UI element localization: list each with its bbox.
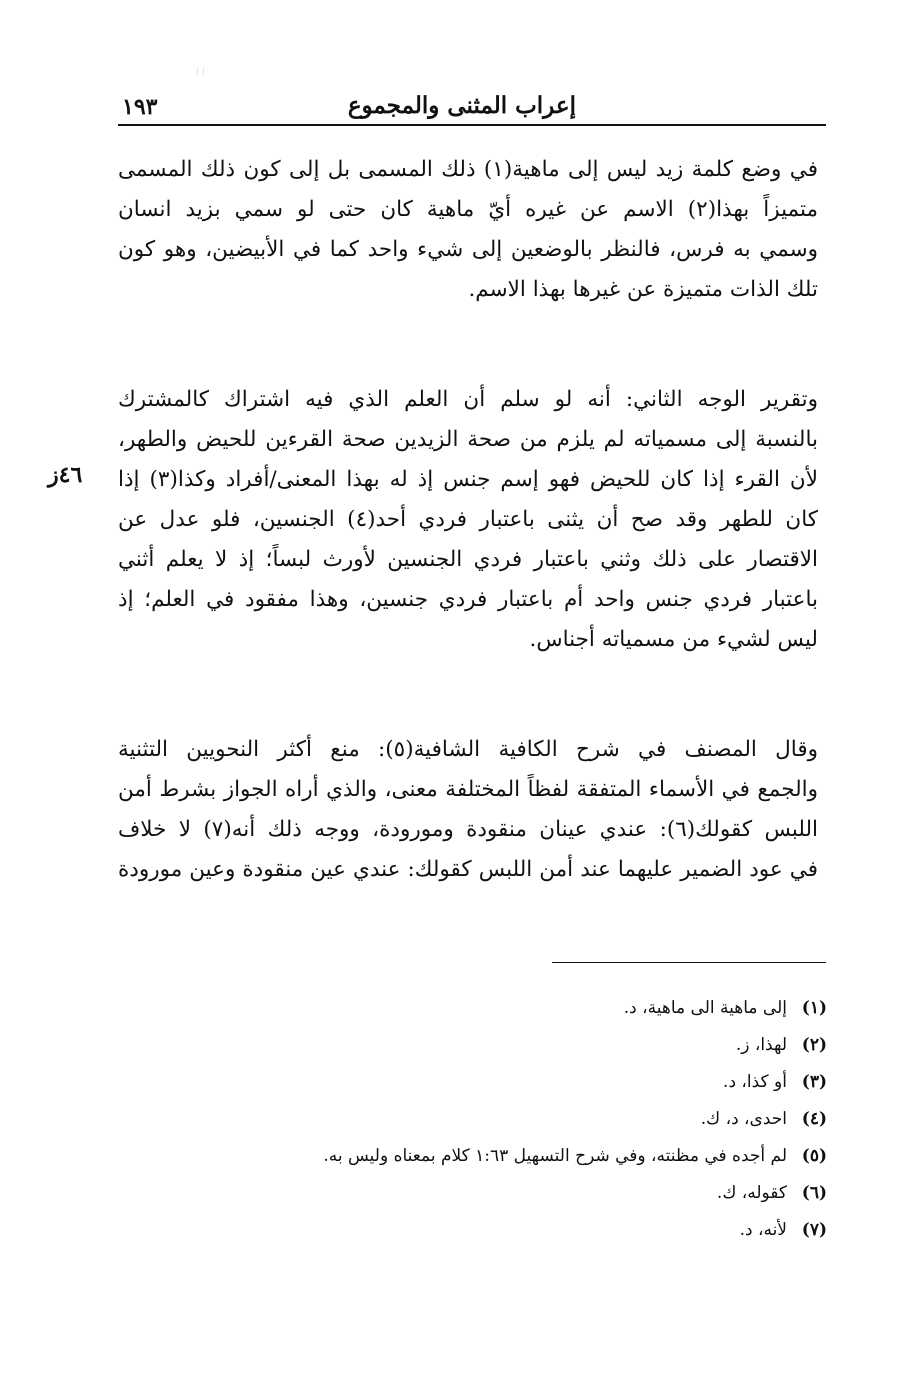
footnote-number: (٦): [801, 1183, 827, 1203]
chapter-title: إعراب المثنى والمجموع: [347, 92, 576, 119]
footnote-number: (١): [801, 998, 827, 1018]
paragraph-2: [118, 380, 818, 660]
text-line: كان للطهر وقد صح أن يثنى باعتبار فردي أحد(٤) الجنسين، فلو عدل عن: [118, 507, 818, 532]
text-line: متميزاً بهذا(٢) الاسم عن غيره أيّ ماهية كان حتى لو سمي بزيد انسان: [118, 197, 818, 222]
footnote-number: (٧): [801, 1220, 827, 1240]
text-line: لأن القرء إذا كان للحيض فهو إسم جنس إذ له بهذا المعنى/أفراد وكذا(٣) إذا: [118, 467, 818, 492]
footnote-text: لم أجده في مظنته، وفي شرح التسهيل ١:٦٣ كلام بمعناه وليس به.: [323, 1146, 787, 1166]
text-line: وتقرير الوجه الثاني: أنه لو سلم أن العلم الذي فيه اشتراك كالمشترك: [118, 387, 818, 412]
footnote-number: (٣): [801, 1072, 827, 1092]
text-line: باعتبار فردي جنس واحد أم باعتبار فردي جنسين، وهذا مفقود في العلم؛ إذ: [118, 587, 818, 612]
footnote-item: [187, 1212, 827, 1249]
text-line: بالنسبة إلى مسمياته لم يلزم من صحة الزيدين صحة القرءين للحيض والطهر،: [118, 427, 818, 452]
footnote-rule: [552, 962, 826, 963]
footnote-item: [187, 1027, 827, 1064]
footnote-text: لأنه، د.: [739, 1220, 787, 1240]
paragraph-3: [118, 730, 818, 890]
footnote-text: كقوله، ك.: [716, 1183, 787, 1203]
footnote-item: [187, 990, 827, 1027]
main-text: [118, 150, 818, 960]
footnote-item: [187, 1138, 827, 1175]
footnote-text: احدى، د، ك.: [700, 1109, 787, 1129]
paragraph-1: [118, 150, 818, 310]
text-line: الاقتصار على ذلك وثني باعتبار فردي الجنسين لأورث لبساً؛ إذ لا يعلم أثني: [118, 547, 818, 572]
footnote-text: إلى ماهية الى ماهية، د.: [623, 998, 787, 1018]
header-rule: [118, 124, 826, 126]
footnote-number: (٢): [801, 1035, 827, 1055]
page-number: ١٩٣: [122, 94, 158, 120]
text-line: وقال المصنف في شرح الكافية الشافية(٥): منع أكثر النحويين التثنية: [118, 737, 818, 762]
text-line: ليس لشيء من مسمياته أجناس.: [529, 627, 818, 652]
running-header: [118, 88, 826, 128]
text-line: والجمع في الأسماء المتفقة لفظاً المختلفة معنى، والذي أراه الجواز بشرط أمن: [118, 777, 818, 802]
footnote-text: لهذا، ز.: [735, 1035, 787, 1055]
footnote-item: [187, 1175, 827, 1212]
footnote-text: أو كذا، د.: [723, 1072, 787, 1092]
manuscript-folio-marker: ٤٦ز: [48, 462, 83, 488]
text-line: تلك الذات متميزة عن غيرها بهذا الاسم.: [468, 277, 818, 302]
text-line: في عود الضمير عليهما عند أمن اللبس كقولك: عندي عين منقودة وعين مورودة: [118, 857, 818, 882]
footnote-item: [187, 1101, 827, 1138]
text-line: في وضع كلمة زيد ليس إلى ماهية(١) ذلك المسمى بل إلى كون ذلك المسمى: [118, 157, 819, 182]
footnote-number: (٥): [801, 1146, 827, 1166]
footnote-item: [187, 1064, 827, 1101]
footnote-number: (٤): [801, 1109, 827, 1129]
text-line: وسمي به فرس، فالنظر بالوضعين إلى شيء واحد كما في الأبيضين، وهو كون: [118, 237, 818, 262]
footnotes: [187, 990, 827, 1249]
text-line: اللبس كقولك(٦): عندي عينان منقودة ومورودة، ووجه ذلك أنه(٧) لا خلاف: [118, 817, 818, 842]
scan-speck: ⁞ ⁞: [196, 67, 205, 78]
